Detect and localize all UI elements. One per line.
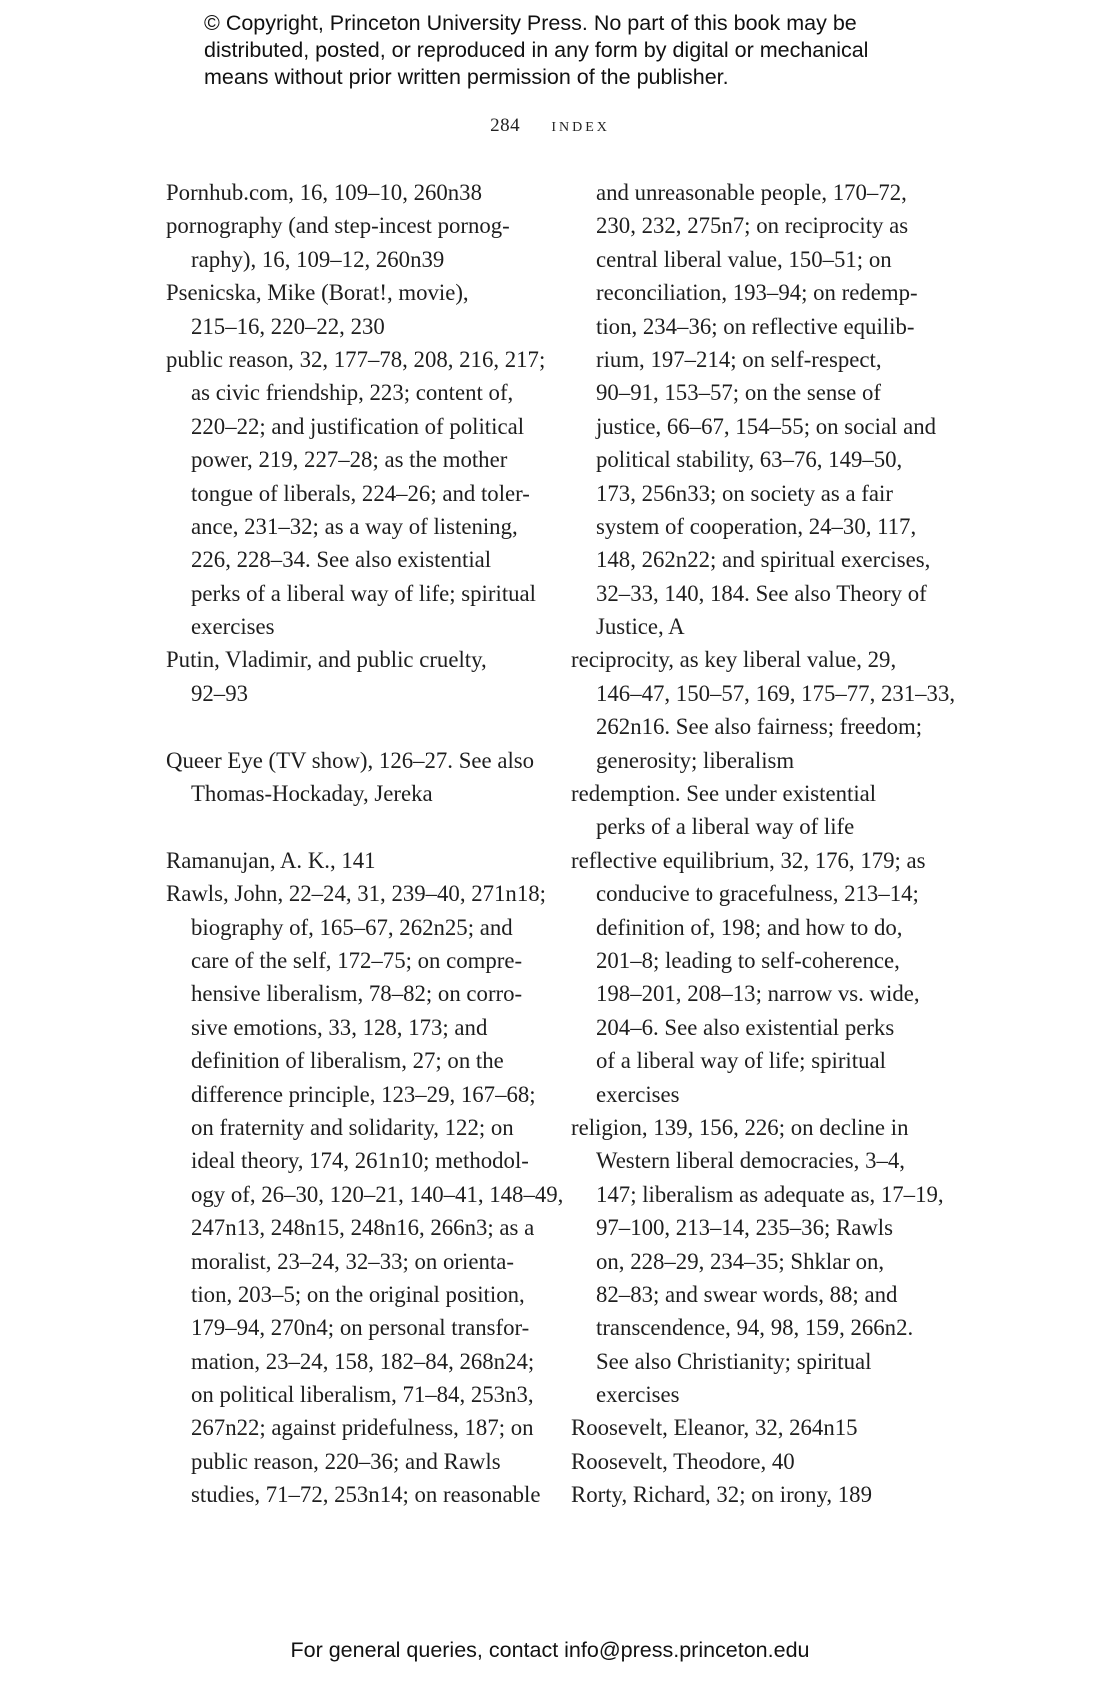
index-entry-line: system of cooperation, 24–30, 117, bbox=[596, 513, 917, 539]
index-entry-line: tion, 203–5; on the original position, bbox=[191, 1281, 525, 1307]
index-entry-line: Queer Eye (TV show), 126–27. See also bbox=[166, 747, 535, 773]
index-entry-line: Roosevelt, Eleanor, 32, 264n15 bbox=[571, 1415, 858, 1441]
running-head bbox=[0, 114, 1100, 137]
index-entry-line: power, 219, 227–28; as the mother bbox=[191, 447, 508, 473]
index-entry-line: 148, 262n22; and spiritual exercises, bbox=[596, 547, 931, 573]
section-title: index bbox=[551, 114, 610, 136]
index-entry-line: definition of liberalism, 27; on the bbox=[191, 1048, 504, 1074]
letter-group-gap bbox=[166, 810, 536, 843]
index-entry-line: Ramanujan, A. K., 141 bbox=[166, 847, 376, 873]
index-entry-line: 267n22; against pridefulness, 187; on bbox=[191, 1415, 534, 1441]
index-entry-line: of a liberal way of life; spiritual bbox=[596, 1048, 886, 1074]
index-entry-line: moralist, 23–24, 32–33; on orienta- bbox=[191, 1248, 514, 1274]
index-entry-line: generosity; liberalism bbox=[596, 747, 795, 773]
page-number: 284 bbox=[490, 115, 521, 136]
index-entry-line: ideal theory, 174, 261n10; methodol- bbox=[191, 1148, 529, 1174]
copyright-line: distributed, posted, or reproduced in any form by digital or mechanical bbox=[204, 38, 869, 62]
index-entry-line: sive emotions, 33, 128, 173; and bbox=[191, 1014, 488, 1040]
index-entry-line: mation, 23–24, 158, 182–84, 268n24; bbox=[191, 1348, 535, 1374]
copyright-line: © Copyright, Princeton University Press. No part of this book may be bbox=[204, 11, 857, 35]
index-entry-line: Putin, Vladimir, and public cruelty, bbox=[166, 647, 487, 673]
index-entry-line: exercises bbox=[596, 1382, 680, 1408]
index-entry-line: 90–91, 153–57; on the sense of bbox=[596, 380, 881, 406]
index-entry-line: central liberal value, 150–51; on bbox=[596, 246, 892, 272]
index-entry-line: 147; liberalism as adequate as, 17–19, bbox=[596, 1181, 944, 1207]
index-entry-line: 215–16, 220–22, 230 bbox=[191, 313, 385, 339]
index-entry-line: exercises bbox=[596, 1081, 680, 1107]
index-entry-line: 179–94, 270n4; on personal transfor- bbox=[191, 1315, 530, 1341]
index-entry-line: tion, 234–36; on reflective equilib- bbox=[596, 313, 915, 339]
index-entry-line: public reason, 220–36; and Rawls bbox=[191, 1448, 501, 1474]
index-entry-line: 97–100, 213–14, 235–36; Rawls bbox=[596, 1215, 893, 1241]
index-entry-line: 82–83; and swear words, 88; and bbox=[596, 1281, 898, 1307]
index-entry-line: on, 228–29, 234–35; Shklar on, bbox=[596, 1248, 885, 1274]
index-entry-line: 220–22; and justification of political bbox=[191, 413, 525, 439]
index-entry-line: definition of, 198; and how to do, bbox=[596, 914, 903, 940]
index-entry-line: Justice, A bbox=[596, 614, 685, 640]
index-entry-line: conducive to gracefulness, 213–14; bbox=[596, 881, 919, 907]
index-entry-line: as civic friendship, 223; content of, bbox=[191, 380, 514, 406]
contact-footer: For general queries, contact info@press.princeton.edu bbox=[290, 1638, 810, 1662]
index-entry-line: 92–93 bbox=[191, 680, 248, 706]
index-entry-line: Rorty, Richard, 32; on irony, 189 bbox=[571, 1482, 872, 1508]
index-entry-line: hensive liberalism, 78–82; on corro- bbox=[191, 981, 523, 1007]
index-entry-line: exercises bbox=[191, 614, 275, 640]
index-entry-line: transcendence, 94, 98, 159, 266n2. bbox=[596, 1315, 914, 1341]
index-entry-line: 198–201, 208–13; narrow vs. wide, bbox=[596, 981, 920, 1007]
index-entry-line: Western liberal democracies, 3–4, bbox=[596, 1148, 905, 1174]
letter-group-gap bbox=[166, 710, 536, 743]
index-entry-line: on fraternity and solidarity, 122; on bbox=[191, 1114, 514, 1140]
index-entry-line: Psenicska, Mike (Borat!, movie), bbox=[166, 280, 469, 306]
index-entry-line: raphy), 16, 109–12, 260n39 bbox=[191, 246, 445, 272]
index-entry-line: 146–47, 150–57, 169, 175–77, 231–33, bbox=[596, 680, 956, 706]
index-entry-line: reciprocity, as key liberal value, 29, bbox=[571, 647, 897, 673]
index-entry-line: 226, 228–34. See also existential bbox=[191, 547, 492, 573]
index-entry-line: tongue of liberals, 224–26; and toler- bbox=[191, 480, 530, 506]
index-entry-line: religion, 139, 156, 226; on decline in bbox=[571, 1114, 909, 1140]
index-entry-line: on political liberalism, 71–84, 253n3, bbox=[191, 1382, 534, 1408]
index-entry-line: 32–33, 140, 184. See also Theory of bbox=[596, 580, 927, 606]
index-entry-line: 230, 232, 275n7; on reciprocity as bbox=[596, 213, 909, 239]
index-entry-line: 201–8; leading to self-coherence, bbox=[596, 947, 900, 973]
index-entry-line: 262n16. See also fairness; freedom; bbox=[596, 714, 923, 740]
index-entry-line: biography of, 165–67, 262n25; and bbox=[191, 914, 513, 940]
copyright-notice bbox=[204, 10, 964, 91]
index-entry-line: perks of a liberal way of life; spiritual bbox=[191, 580, 537, 606]
index-entry-line: justice, 66–67, 154–55; on social and bbox=[596, 413, 937, 439]
index-entry-line: difference principle, 123–29, 167–68; bbox=[191, 1081, 536, 1107]
index-column-left bbox=[166, 176, 564, 1512]
index-entry-line: and unreasonable people, 170–72, bbox=[596, 180, 907, 205]
index-entry-line: Thomas-Hockaday, Jereka bbox=[191, 781, 433, 807]
index-entry-line: ance, 231–32; as a way of listening, bbox=[191, 513, 518, 539]
copyright-line: means without prior written permission of the publisher. bbox=[204, 65, 729, 89]
index-entry-line: See also Christianity; spiritual bbox=[596, 1348, 872, 1374]
index-column-right bbox=[571, 176, 956, 1512]
index-entry-line: 173, 256n33; on society as a fair bbox=[596, 480, 893, 506]
index-entry-line: public reason, 32, 177–78, 208, 216, 217; bbox=[166, 346, 546, 372]
index-entry-line: pornography (and step-incest pornog- bbox=[166, 213, 510, 239]
index-entry-line: Roosevelt, Theodore, 40 bbox=[571, 1448, 795, 1474]
index-entry-line: 247n13, 248n15, 248n16, 266n3; as a bbox=[191, 1215, 535, 1241]
index-entry-line: studies, 71–72, 253n14; on reasonable bbox=[191, 1482, 541, 1508]
index-entry-line: redemption. See under existential bbox=[571, 781, 877, 807]
index-entry-line: reflective equilibrium, 32, 176, 179; as bbox=[571, 847, 926, 873]
index-entry-line: rium, 197–214; on self-respect, bbox=[596, 346, 882, 372]
index-entry-line: reconciliation, 193–94; on redemp- bbox=[596, 280, 918, 306]
index-entry-line: care of the self, 172–75; on compre- bbox=[191, 947, 523, 973]
index-entry-line: Pornhub.com, 16, 109–10, 260n38 bbox=[166, 180, 482, 205]
index-entry-line: Rawls, John, 22–24, 31, 239–40, 271n18; bbox=[166, 881, 546, 907]
index-entry-line: ogy of, 26–30, 120–21, 140–41, 148–49, bbox=[191, 1181, 564, 1207]
index-entry-line: political stability, 63–76, 149–50, bbox=[596, 447, 903, 473]
index-entry-line: 204–6. See also existential perks bbox=[596, 1014, 895, 1040]
index-entry-line: perks of a liberal way of life bbox=[596, 814, 855, 840]
